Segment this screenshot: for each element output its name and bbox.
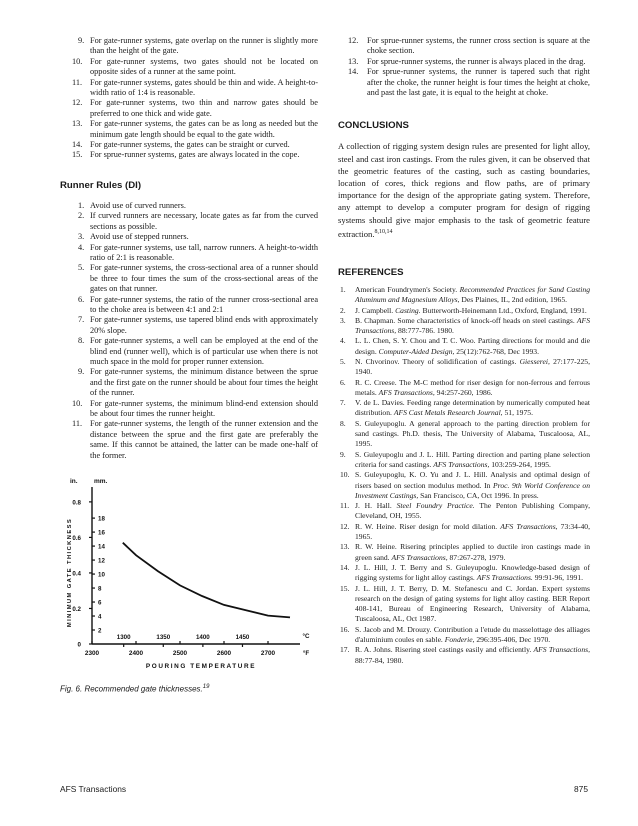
list-item bbox=[62, 211, 318, 232]
x-tick-label-f: 2300 bbox=[84, 650, 100, 658]
reference-text: R. W. Heine. Risering principles applied to ductile iron castings made in green sand. bbox=[355, 542, 590, 562]
reference-text: 87:267-278, 1979. bbox=[447, 552, 506, 562]
reference-number: 2. bbox=[340, 305, 346, 315]
item-text: For gate-runner systems, gates should be thin and wide. A height-to-width ratio of 1:4 is reasonable. bbox=[90, 77, 318, 98]
item-text: For sprue-runner systems, the runner is always placed in the drag. bbox=[367, 56, 586, 66]
item-text: For gate-runner systems, gate overlap on the runner is slightly more than the height of the gate. bbox=[90, 36, 318, 56]
reference-number: 12. bbox=[340, 521, 350, 531]
item-text: For gate-runner systems, the length of the runner extension and the distance between the sprue and the first gate are preferably the same. If this cannot be attained, the latter can be made one-half of the former. bbox=[90, 419, 318, 460]
gate-rules-list bbox=[62, 36, 318, 161]
item-text: For gate-runner systems, a well can be employed at the end of the blind end (runner well), which is of particular use when there is not much space in the mold for proper runner extension. bbox=[90, 336, 318, 366]
list-item bbox=[62, 243, 318, 264]
reference-number: 15. bbox=[340, 583, 350, 593]
list-item bbox=[62, 57, 318, 78]
runner-rules-list bbox=[62, 201, 318, 461]
list-item bbox=[62, 295, 318, 316]
reference-text: 73:34-40, 1965. bbox=[355, 521, 590, 542]
x-unit-c: °C bbox=[302, 633, 310, 641]
conclusions-refs: 8,10,14 bbox=[374, 228, 393, 235]
reference-source: AFS Transactions, bbox=[533, 645, 590, 655]
y-tick-label-in: 0.8 bbox=[72, 499, 81, 507]
item-text: Avoid use of curved runners. bbox=[90, 200, 186, 210]
y-tick-label-mm: 18 bbox=[98, 515, 105, 523]
y-tick-label-mm: 16 bbox=[98, 529, 105, 537]
item-text: For gate-runner systems, two thin and narrow gates should be preferred to one thick and wide gate. bbox=[90, 98, 318, 118]
reference-number: 3. bbox=[340, 315, 346, 325]
item-number: 6. bbox=[78, 294, 85, 304]
reference-source: AFS Transactions, bbox=[500, 521, 558, 531]
reference-text: N. Chvorinov. Theory of solidification of castings. bbox=[355, 357, 520, 366]
list-item bbox=[62, 419, 318, 461]
x-tick-label-f: 2600 bbox=[216, 650, 232, 658]
reference-source: Steel Foundry Practice. bbox=[396, 501, 475, 511]
item-number: 5. bbox=[78, 263, 85, 273]
x-axis-label: POURING TEMPERATURE bbox=[145, 663, 257, 671]
item-number: 4. bbox=[78, 242, 85, 252]
list-item bbox=[62, 150, 318, 160]
reference-number: 7. bbox=[340, 398, 346, 408]
reference-number: 14. bbox=[340, 562, 350, 572]
reference-text: American Foundrymen's Society. bbox=[355, 284, 460, 294]
reference-source: AFS Transactions, bbox=[433, 459, 490, 469]
y-unit-mm: mm. bbox=[94, 478, 108, 486]
reference-source: AFS Transactions. bbox=[476, 573, 533, 583]
item-text: If curved runners are necessary, locate gates as far from the curved sections as possible. bbox=[90, 211, 318, 231]
y-tick-label-in: 0.4 bbox=[72, 570, 81, 578]
item-number: 12. bbox=[348, 36, 359, 45]
reference-number: 10. bbox=[340, 470, 350, 480]
reference-number: 16. bbox=[340, 624, 350, 634]
y-tick-label-in: 0 bbox=[77, 641, 81, 649]
list-item bbox=[62, 399, 318, 420]
list-item bbox=[62, 36, 318, 57]
reference-number: 17. bbox=[340, 645, 350, 655]
gate-thickness-chart bbox=[62, 469, 318, 681]
item-number: 11. bbox=[72, 419, 83, 429]
item-number: 10. bbox=[72, 398, 83, 408]
reference-source: Recommended Practices for Sand Casting Aluminum and Magnesium Alloys, bbox=[355, 284, 590, 305]
reference-item bbox=[338, 419, 590, 450]
reference-source: Giesserei, bbox=[519, 357, 550, 366]
footer-journal: AFS Transactions bbox=[60, 784, 127, 794]
y-axis-label: MINIMUM GATE THICKNESS bbox=[67, 517, 73, 628]
reference-source: Fonderie, bbox=[444, 635, 475, 645]
item-text: For gate-runner systems, use tall, narrow runners. A height-to-width ratio of 2:1 is reasonable. bbox=[90, 242, 318, 262]
gate-thickness-curve bbox=[123, 543, 290, 618]
reference-text: 88:77-84, 1980. bbox=[355, 655, 404, 665]
reference-item bbox=[338, 285, 590, 306]
item-text: For gate-runner systems, the minimum blind-end extension should be about four times the runner height. bbox=[90, 398, 318, 418]
x-tick-label-c: 1300 bbox=[116, 634, 131, 642]
x-tick-label-c: 1400 bbox=[195, 634, 210, 642]
reference-text: V. de L. Davies. Feeding range determination by numerically computed heat distribution. bbox=[355, 398, 590, 418]
page-number: 875 bbox=[574, 784, 588, 794]
conclusions-paragraph bbox=[338, 140, 590, 239]
reference-text: Des Plaines, IL, 2nd edition, 1965. bbox=[459, 295, 568, 305]
reference-text: San Francisco, CA, Oct 1996. In press. bbox=[418, 490, 539, 500]
item-number: 10. bbox=[72, 56, 83, 66]
item-text: For sprue-runner systems, the runner cross section is square at the choke section. bbox=[367, 36, 590, 56]
item-text: Avoid use of stepped runners. bbox=[90, 232, 189, 242]
reference-text: S. Jacob and M. Drouzy. Contribution a l'etude du masselottage des alliages d'aluminium coules en sable. bbox=[355, 624, 590, 645]
y-tick-label-mm: 14 bbox=[98, 543, 105, 551]
reference-item bbox=[338, 625, 590, 646]
reference-item bbox=[338, 470, 590, 501]
list-item bbox=[62, 140, 318, 150]
item-number: 15. bbox=[72, 150, 83, 160]
y-tick-label-mm: 12 bbox=[98, 557, 105, 565]
references-heading: REFERENCES bbox=[338, 266, 404, 278]
reference-number: 6. bbox=[340, 377, 346, 387]
reference-text: L. L. Chen, S. Y. Chou and T. C. Woo. Parting directions for mould and die design. bbox=[355, 336, 590, 356]
reference-item bbox=[338, 316, 590, 337]
list-item bbox=[62, 98, 318, 119]
item-number: 11. bbox=[72, 77, 83, 87]
reference-source: Casting. bbox=[395, 305, 421, 315]
reference-text: 296:395-406, Dec 1970. bbox=[474, 635, 551, 645]
x-tick-label-c: 1350 bbox=[156, 634, 171, 642]
references-list bbox=[338, 285, 590, 666]
reference-text: R. W. Heine. Riser design for mold dilation. bbox=[355, 521, 501, 531]
reference-item bbox=[338, 306, 590, 316]
reference-item bbox=[338, 645, 590, 666]
item-text: For sprue-runner systems, gates are always located in the cope. bbox=[90, 150, 300, 160]
reference-number: 8. bbox=[340, 418, 346, 428]
reference-number: 5. bbox=[340, 357, 346, 366]
reference-text: B. Chapman. Some characteristics of knock-off heads on steel castings. bbox=[355, 315, 577, 325]
x-tick-label-c: 1450 bbox=[235, 634, 250, 642]
reference-item bbox=[338, 357, 590, 378]
item-number: 14. bbox=[72, 140, 83, 150]
reference-item bbox=[338, 378, 590, 399]
list-item bbox=[62, 336, 318, 367]
y-tick-label-in: 0.2 bbox=[72, 606, 81, 614]
list-item bbox=[338, 36, 590, 57]
item-number: 7. bbox=[78, 315, 85, 325]
reference-text: 99:91-96, 1991. bbox=[532, 573, 584, 583]
item-text: For gate-runner systems, the gates can be straight or curved. bbox=[90, 140, 290, 150]
reference-item bbox=[338, 450, 590, 471]
figure bbox=[62, 469, 318, 694]
x-tick-label-f: 2400 bbox=[128, 650, 144, 658]
reference-text: J. H. Hall. bbox=[355, 501, 397, 511]
item-number: 13. bbox=[348, 56, 359, 66]
reference-source: AFS Transactions, bbox=[378, 387, 435, 397]
item-text: For gate-runner systems, the cross-sectional area of a runner should be three to four times the sum of the cross-sectional areas of the gates on that runner. bbox=[90, 263, 318, 294]
reference-text: 51, 1975. bbox=[502, 408, 533, 418]
x-tick-label-f: 2700 bbox=[260, 650, 276, 658]
reference-text: S. Guleyupoglu and J. L. Hill. Parting direction and parting plane selection criteria for sand castings. bbox=[355, 449, 590, 469]
reference-text: Butterworth-Heinemann Ltd., Oxford, England, 1991. bbox=[420, 305, 587, 315]
y-unit-in: in. bbox=[70, 478, 78, 486]
reference-item bbox=[338, 584, 590, 625]
item-number: 14. bbox=[348, 67, 359, 77]
reference-number: 1. bbox=[340, 284, 346, 294]
list-item bbox=[62, 263, 318, 294]
item-number: 1. bbox=[78, 200, 85, 210]
y-tick-label-in: 0.6 bbox=[72, 534, 81, 542]
list-item bbox=[338, 57, 590, 67]
reference-text: 94:257-260, 1986. bbox=[434, 387, 493, 397]
reference-item bbox=[338, 501, 590, 522]
reference-text: R. A. Johns. Risering steel castings easily and efficiently. bbox=[355, 645, 534, 655]
runner-rules-heading: Runner Rules (DI) bbox=[60, 179, 142, 191]
reference-number: 11. bbox=[340, 501, 350, 511]
figure-caption-text: Fig. 6. Recommended gate thicknesses. bbox=[60, 684, 203, 694]
item-text: For gate-runner systems, the minimum distance between the sprue and the first gate on the runner should be about four times the height of the runner. bbox=[90, 367, 318, 398]
reference-source: Computer-Aided Design, bbox=[378, 346, 455, 356]
item-number: 2. bbox=[78, 211, 85, 221]
list-item bbox=[62, 78, 318, 99]
reference-source: Proc. 9th World Conference on Investment Castings, bbox=[355, 480, 590, 500]
reference-item bbox=[338, 522, 590, 543]
list-item bbox=[62, 367, 318, 398]
reference-text: 25(12):762-768, Dec 1993. bbox=[454, 346, 539, 356]
item-text: For gate-runner systems, the gates can be as long as needed but the minimum gate length should be equal to the gate width. bbox=[90, 119, 318, 139]
figure-caption-ref: 19 bbox=[202, 684, 210, 691]
reference-text: 27:177-225, 1940. bbox=[355, 357, 590, 377]
reference-number: 13. bbox=[340, 542, 350, 552]
reference-source: AFS Transactions, bbox=[391, 552, 448, 562]
y-tick-label-mm: 10 bbox=[98, 571, 105, 579]
list-item bbox=[62, 315, 318, 336]
reference-source: AFS Cast Metals Research Journal, bbox=[393, 408, 503, 418]
x-unit-f: °F bbox=[302, 650, 310, 658]
item-number: 13. bbox=[72, 119, 83, 129]
reference-item bbox=[338, 563, 590, 584]
right-column bbox=[338, 36, 590, 666]
reference-text: J. L. Hill, J. T. Berry and S. Guleyupoglu. Knowledge-based design of rigging systems for light alloy castings. bbox=[355, 562, 590, 583]
item-number: 3. bbox=[78, 232, 85, 242]
reference-text: The Penton Publishing Company, Cleveland, OH, 1955. bbox=[355, 501, 590, 521]
y-tick-label-mm: 2 bbox=[98, 627, 102, 635]
item-text: For sprue-runner systems, the runner is tapered such that right after the choke, the runner height is four times the height at choke, and past the last gate, it is equal to the height at choke. bbox=[367, 67, 590, 98]
item-text: For gate-runner systems, the ratio of the runner cross-sectional area to the choke area is between 4:1 and 2:1 bbox=[90, 294, 318, 314]
item-text: For gate-runner systems, two gates should not be located on opposite sides of a runner at the same point. bbox=[90, 56, 318, 77]
left-column bbox=[62, 36, 318, 694]
reference-text: S. Guleyupoglu. A general approach to the parting direction problem for sand castings. Ph.D. thesis, The University of Alabama, Tuscaloosa, AL, 1995. bbox=[355, 418, 590, 449]
figure-caption bbox=[60, 684, 318, 694]
reference-source: AFS Transactions, bbox=[355, 315, 590, 336]
reference-item bbox=[338, 336, 590, 357]
reference-number: 9. bbox=[340, 449, 346, 459]
list-item bbox=[62, 119, 318, 140]
reference-text: R. C. Creese. The M-C method for riser design for non-ferrous and ferrous metals. bbox=[355, 377, 590, 397]
item-number: 9. bbox=[78, 36, 85, 45]
y-tick-label-mm: 6 bbox=[98, 599, 102, 607]
reference-text: J. Campbell. bbox=[355, 305, 396, 315]
sprue-rules-list bbox=[338, 36, 590, 98]
list-item bbox=[62, 232, 318, 242]
item-text: For gate-runner systems, use tapered blind ends with approximately 20% slope. bbox=[90, 315, 318, 335]
reference-number: 4. bbox=[340, 336, 346, 346]
list-item bbox=[338, 67, 590, 98]
item-number: 12. bbox=[72, 98, 83, 108]
x-tick-label-f: 2500 bbox=[172, 650, 188, 658]
reference-text: 103:259-264, 1995. bbox=[489, 459, 551, 469]
conclusions-heading: CONCLUSIONS bbox=[338, 120, 409, 132]
conclusions-text: A collection of rigging system design rules are presented for light alloy, steel and cast iron castings. From the rules given, it can be observed that the geometric features of the casting, such as casting boundaries, location of cores, thick regions and flow paths, are of primary importance for the design of the appropriate gating system. Therefore, any attempt to develop a computer program for design of rigging systems should give major emphasis to the task of geometric feature extraction. bbox=[338, 141, 590, 239]
item-number: 8. bbox=[78, 336, 85, 346]
y-tick-label-mm: 8 bbox=[98, 585, 102, 593]
item-number: 9. bbox=[78, 367, 85, 377]
reference-item bbox=[338, 542, 590, 563]
reference-text: S. Guleyupoglu, K. O. Yu and J. L. Hill. Analysis and optimal design of risers based on section modulus method. In bbox=[355, 470, 590, 490]
reference-text: 88:777-786. 1980. bbox=[396, 326, 454, 336]
list-item bbox=[62, 201, 318, 211]
reference-text: J. L. Hill, J. T. Berry, D. M. Stefanescu and C. Jordan. Expert systems research on the design of gating systems for light alloy casting. BER Report 408-141, Bureau of Engineering Research, University of Alabama, Tuscaloosa, AL, Oct 1987. bbox=[355, 583, 590, 624]
reference-item bbox=[338, 398, 590, 419]
y-tick-label-mm: 4 bbox=[98, 613, 102, 621]
